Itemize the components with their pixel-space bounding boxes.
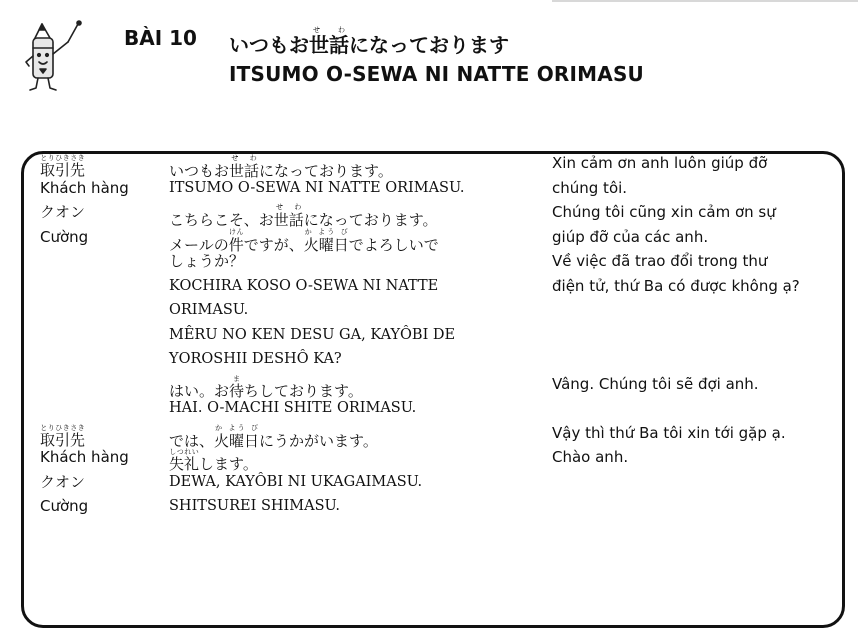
dialogue-line: YOROSHII DESHÔ KA? xyxy=(169,351,342,367)
speaker-label: 取引先とりひきさき xyxy=(40,423,86,449)
dialogue-line: DEWA, KAYÔBI NI UKAGAIMASU. xyxy=(169,473,423,490)
dialogue-line: HAI. O-MACHI SHITE ORIMASU. xyxy=(169,400,417,416)
dialogue-line: しょうか？ xyxy=(169,252,245,270)
speaker-label: Khách hàng xyxy=(40,178,129,197)
pencil-mascot-icon xyxy=(20,18,92,96)
translation-line: Về việc đã trao đổi trong thư xyxy=(552,252,768,270)
lesson-number: BÀI 10 xyxy=(124,26,197,50)
translation-line: Chào anh. xyxy=(552,448,629,466)
speaker-label: Khách hàng xyxy=(40,448,129,466)
top-divider xyxy=(552,0,858,2)
translation-line: Chúng tôi cũng xin cảm ơn sự xyxy=(552,203,776,221)
dialogue-line: ORIMASU. xyxy=(169,302,249,318)
translation-line: điện tử, thứ Ba có được không ạ? xyxy=(552,276,800,295)
dialogue-line: KOCHIRA KOSO O-SEWA NI NATTE xyxy=(169,277,439,294)
dialogue-line: MÊRU NO KEN DESU GA, KAYÔBI DE xyxy=(169,326,456,343)
translation-line: Vâng. Chúng tôi sẽ đợi anh. xyxy=(552,374,759,393)
speaker-label: クオン xyxy=(40,472,86,491)
translation-line: chúng tôi. xyxy=(552,178,628,197)
lesson-title-romaji: ITSUMO O-SEWA NI NATTE ORIMASU xyxy=(229,62,644,86)
dialogue-line: SHITSUREI SHIMASU. xyxy=(169,498,341,514)
dialogue-line: はい。お待まちしております。 xyxy=(169,374,363,400)
speaker-label: Cường xyxy=(40,497,89,515)
speaker-label: Cường xyxy=(40,227,89,246)
lesson-title-japanese: いつもお世話せ わになっております xyxy=(229,26,509,57)
dialogue-line: では、火曜日か よう びにうかがいます。 xyxy=(169,423,378,450)
dialogue-line: こちらこそ、お世話せ わになっております。 xyxy=(169,203,438,229)
speaker-label: 取引先とりひきさき xyxy=(40,154,86,179)
translation-line: Xin cảm ơn anh luôn giúp đỡ xyxy=(552,154,768,172)
dialogue-line: ITSUMO O-SEWA NI NATTE ORIMASU. xyxy=(169,179,465,196)
translation-line: Vậy thì thứ Ba tôi xin tới gặp ạ. xyxy=(552,423,786,442)
dialogue-line: いつもお世話せ わになっております。 xyxy=(169,154,393,180)
dialogue-line: 失礼しつれいします。 xyxy=(169,448,258,473)
dialogue-line: メールの件けんですが、火曜日か よう びでよろしいで xyxy=(169,227,439,254)
translation-line: giúp đỡ của các anh. xyxy=(552,227,709,246)
speaker-label: クオン xyxy=(40,203,86,221)
